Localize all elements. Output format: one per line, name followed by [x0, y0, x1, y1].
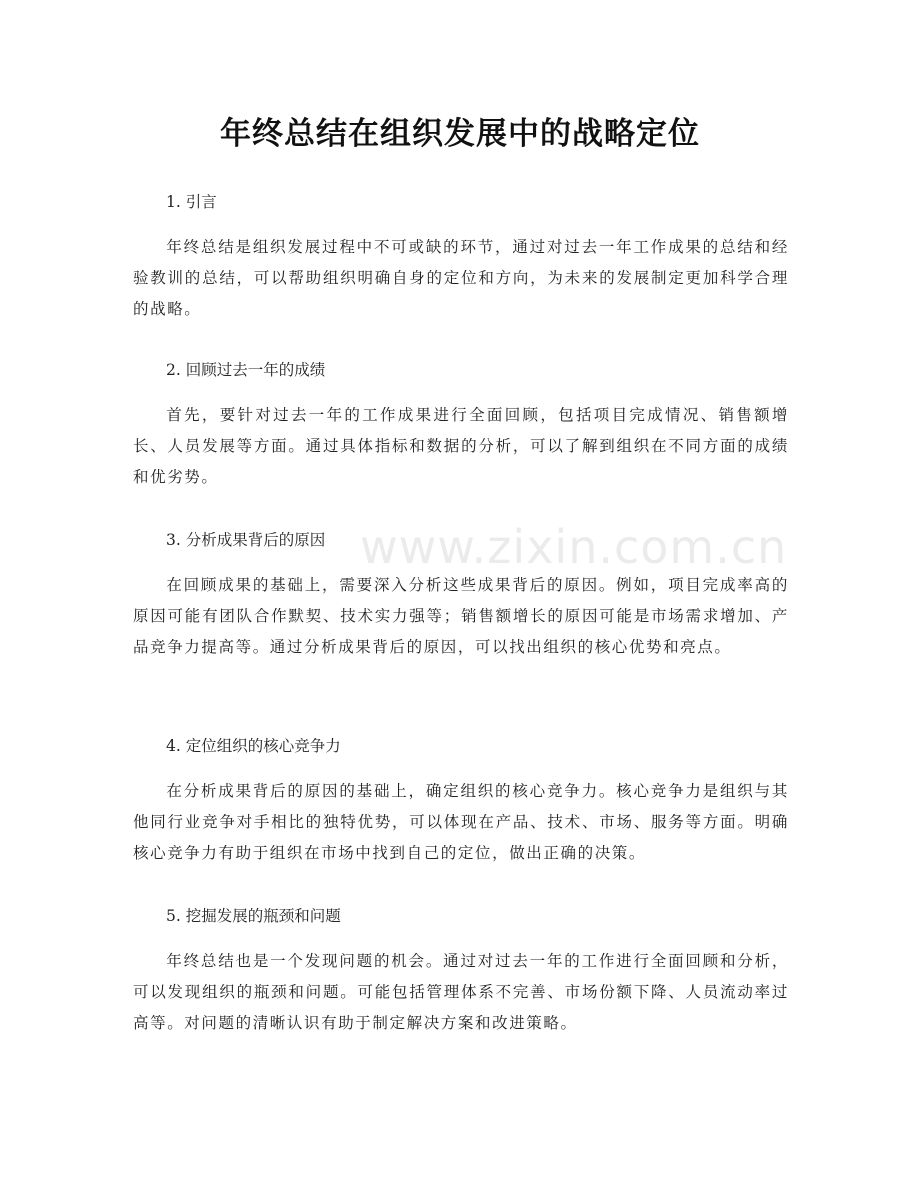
- watermark: www.zixin.com.cn: [360, 520, 788, 574]
- section-paragraph-4: 在分析成果背后的原因的基础上，确定组织的核心竞争力。核心竞争力是组织与其他同行业竞争对手相比的独特优势，可以体现在产品、技术、市场、服务等方面。明确核心竞争力有助于组织在市场中找到自己的定位，做出正确的决策。: [133, 782, 789, 862]
- document-title: 年终总结在组织发展中的战略定位: [220, 116, 700, 152]
- section-paragraph-5: 年终总结也是一个发现问题的机会。通过对过去一年的工作进行全面回顾和分析，可以发现组织的瓶颈和问题。可能包括管理体系不完善、市场份额下降、人员流动率过高等。对问题的清晰认识有助于制定解决方案和改进策略。: [133, 952, 789, 1032]
- section-paragraph-2: 首先，要针对过去一年的工作成果进行全面回顾，包括项目完成情况、销售额增长、人员发展等方面。通过具体指标和数据的分析，可以了解到组织在不同方面的成绩和优劣势。: [133, 406, 789, 486]
- section-paragraph-1: 年终总结是组织发展过程中不可或缺的环节，通过对过去一年工作成果的总结和经验教训的总结，可以帮助组织明确自身的定位和方向，为未来的发展制定更加科学合理的战略。: [133, 238, 789, 318]
- section-heading-5: 5. 挖掘发展的瓶颈和问题: [166, 907, 341, 925]
- section-heading-1: 1. 引言: [166, 193, 217, 211]
- section-heading-3: 3. 分析成果背后的原因: [166, 531, 326, 549]
- section-paragraph-3: 在回顾成果的基础上，需要深入分析这些成果背后的原因。例如，项目完成率高的原因可能有团队合作默契、技术实力强等；销售额增长的原因可能是市场需求增加、产品竞争力提高等。通过分析成果背后的原因，可以找出组织的核心优势和亮点。: [133, 576, 789, 656]
- section-heading-2: 2. 回顾过去一年的成绩: [166, 361, 326, 379]
- section-heading-4: 4. 定位组织的核心竞争力: [166, 737, 341, 755]
